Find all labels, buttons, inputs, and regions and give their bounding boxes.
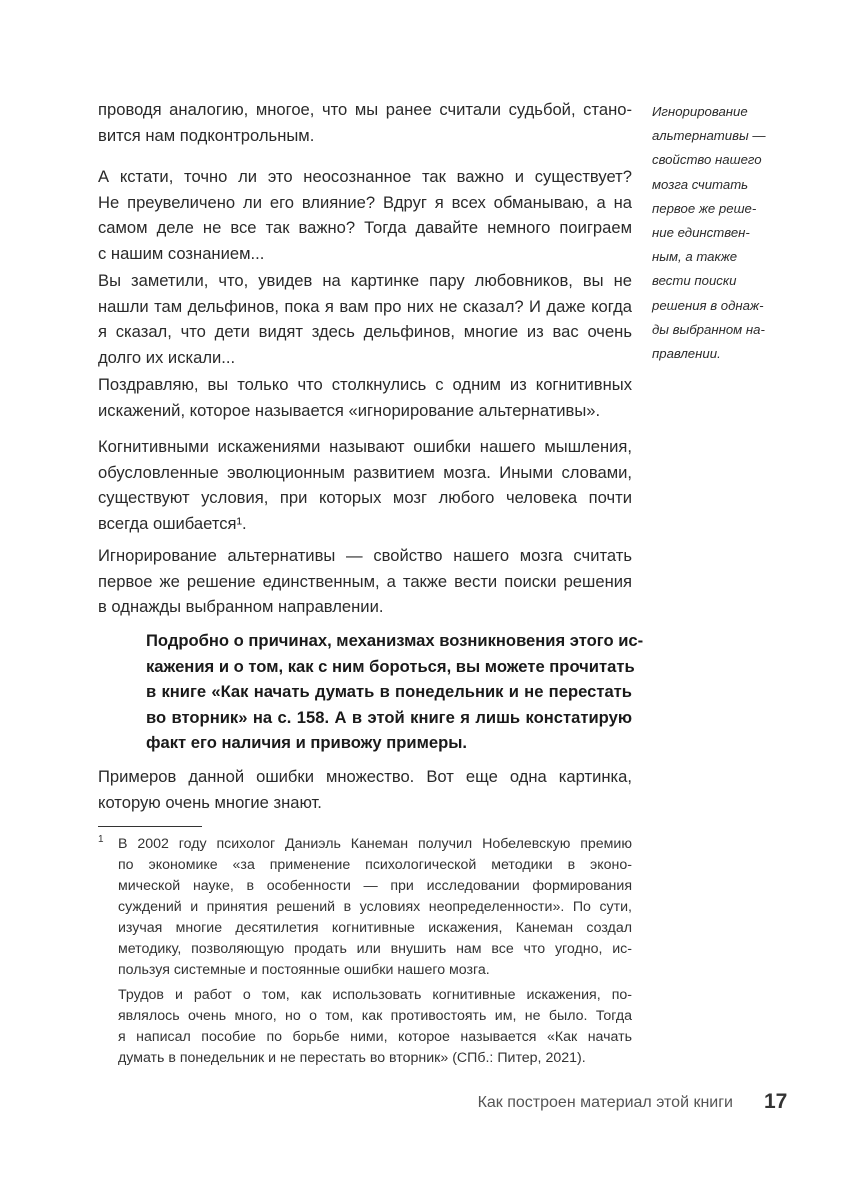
text-line: Примеров данной ошибки множество. Вот еще одна картинка, [98, 767, 632, 786]
text-line: первое же решение единственным, а также вести поиски решения [98, 571, 632, 591]
text-line: Не преувеличено ли его влияние? Вдруг я всех обманываю, а на [98, 192, 632, 212]
running-title: Как построен материал этой книги [477, 1094, 733, 1111]
footnote-line: я написал пособие по борьбе ними, которое называется «Как начать [118, 1029, 632, 1045]
text-line: обусловленные эволюционным развитием мозга. Иными словами, [98, 462, 632, 482]
text-line: в однажды выбранном направлении. [98, 597, 384, 617]
text-line: всегда ошибается¹. [98, 513, 247, 533]
text-line: долго их искали... [98, 347, 236, 367]
margin-note [652, 100, 792, 366]
text-line: Игнорирование альтернативы — свойство нашего мозга считать [98, 546, 632, 565]
margin-note-line: вести поиски [652, 273, 737, 289]
paragraph [98, 164, 632, 266]
footnote-line: методику, позволяющую продать или внушить нам все что угодно, ис- [118, 941, 632, 957]
paragraph [98, 268, 632, 370]
text-line: нашли там дельфинов, пока я вам про них не сказал? И даже когда [98, 296, 632, 316]
margin-note-line: ние единствен- [652, 224, 750, 240]
text-line: которую очень многие знают. [98, 792, 322, 812]
text-line: Поздравляю, вы только что столкнулись с одним из когнитивных [98, 375, 632, 394]
callout-paragraph [146, 628, 644, 756]
margin-note-line: альтернативы — [652, 128, 766, 144]
text-line: с нашим сознанием... [98, 243, 265, 263]
paragraph [98, 372, 632, 423]
footnote-line: Трудов и работ о том, как использовать когнитивные искажения, по- [118, 987, 632, 1003]
margin-note-line: Игнорирование [652, 104, 748, 119]
text-line: Когнитивными искажениями называют ошибки нашего мышления, [98, 437, 632, 456]
page-number: 17 [764, 1090, 788, 1113]
margin-note-line: решения в однаж- [652, 297, 764, 313]
footnote-line: думать в понедельник и не перестать во вторник» (СПб.: Питер, 2021). [118, 1050, 586, 1066]
footnote-mark: 1 [98, 834, 104, 845]
paragraph [98, 764, 632, 815]
paragraph [98, 434, 632, 536]
text-line: во вторник» на с. 158. А в этой книге я лишь констатирую [146, 707, 632, 727]
footnote-line: суждений и принятия решений в условиях неопределенности». По сути, [118, 899, 632, 915]
footnote-line: мической науке, в особенности — при исследовании формирования [118, 878, 632, 894]
text-line: в книге «Как начать думать в понедельник и не перестать [146, 682, 632, 702]
margin-note-line: свойство нашего [652, 152, 762, 168]
margin-note-line: ным, а также [652, 249, 738, 265]
margin-note-line: правлении. [652, 345, 721, 361]
text-line: вится нам подконтрольным. [98, 125, 315, 145]
margin-note-line: первое же реше- [652, 200, 757, 216]
text-line: искажений, которое называется «игнорирование альтернативы». [98, 400, 601, 420]
text-line: самом деле не все так важно? Тогда давайте немного поиграем [98, 218, 632, 238]
margin-note-line: мозга считать [652, 176, 749, 192]
margin-note-line: ды выбранном на- [652, 321, 765, 337]
footnote-paragraph [118, 985, 632, 1069]
text-line: кажения и о том, как с ним бороться, вы можете прочитать [146, 656, 635, 676]
text-line: проводя аналогию, многое, что мы ранее считали судьбой, стано- [98, 100, 632, 119]
footnote-line: В 2002 году психолог Даниэль Канеман получил Нобелевскую премию [118, 836, 632, 852]
paragraph [98, 543, 632, 620]
text-line: А кстати, точно ли это неосознанное так важно и существует? [98, 167, 632, 186]
text-line: я сказал, что дети видят здесь дельфинов, многие из вас очень [98, 322, 632, 342]
text-line: факт его наличия и привожу примеры. [146, 733, 468, 753]
footnote-line: пользуя системные и постоянные ошибки нашего мозга. [118, 962, 490, 978]
footnote-line: являлось очень много, но о том, как противостоять им, не было. Тогда [118, 1008, 632, 1024]
paragraph [98, 97, 632, 148]
footnote-paragraph [118, 834, 632, 981]
text-line: Подробно о причинах, механизмах возникновения этого ис- [146, 631, 644, 650]
footnote-line: по экономике «за применение психологической методики в эконо- [118, 857, 632, 873]
footnote-line: изучая многие десятилетия когнитивные искажения, Канеман создал [118, 920, 632, 936]
text-line: существуют условия, при которых мозг любого человека почти [98, 488, 632, 508]
text-line: Вы заметили, что, увидев на картинке пару любовников, вы не [98, 271, 632, 290]
footnote-divider [98, 826, 202, 827]
